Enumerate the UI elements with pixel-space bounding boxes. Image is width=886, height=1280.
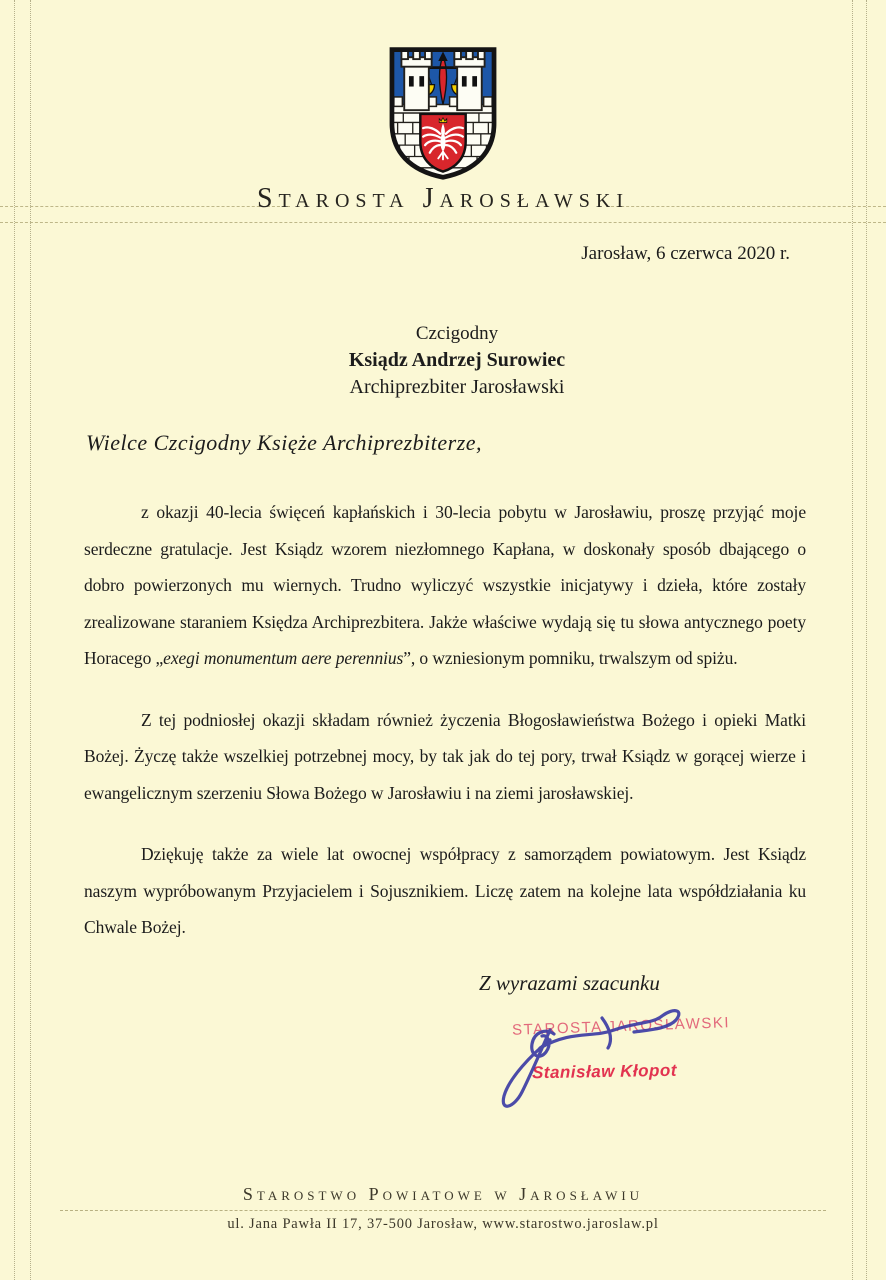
paragraph-1-tail: ”, o wzniesionym pomniku, trwalszym od spiżu.	[403, 648, 738, 668]
header-fold-line-full	[0, 222, 886, 223]
letter-body	[84, 494, 806, 1114]
addressee-name: Ksiądz Andrzej Surowiec	[348, 349, 566, 371]
salutation: Wielce Czcigodny Księże Archiprezbiterze,	[86, 430, 483, 455]
date-line: Jarosław, 6 czerwca 2020 r.	[581, 243, 790, 264]
footer-office-name: Starostwo Powiatowe w Jarosławiu	[242, 1184, 644, 1204]
jaroslaw-coat-of-arms-icon	[384, 44, 502, 182]
addressee-honorific: Czcigodny	[415, 323, 499, 344]
footer-address: ul. Jana Pawła II 17, 37-500 Jarosław, www.starostwo.jaroslaw.pl	[227, 1216, 659, 1232]
stamp-name-line: Stanisław Kłopot	[531, 1060, 678, 1082]
letterhead-title: Starosta Jarosławski	[256, 183, 629, 214]
paragraph-2: Z tej podniosłej okazji składam również życzenia Błogosławieństwa Bożego i opieki Matki Bożej. Życzę także wszelkiej potrzebnej mocy, by tak jak do tej pory, trwał Ksiądz w gorącej wierze i ewangelicznym szerzeniu Słowa Bożego w Jarosławiu i na ziemi jarosławskiej.	[84, 709, 806, 803]
addressee-block	[14, 320, 886, 401]
signature-area	[444, 1006, 774, 1114]
paragraph-3: Dziękuję także za wiele lat owocnej współpracy z samorządem powiatowym. Jest Ksiądz naszym wypróbowanym Przyjacielem i Sojusznikiem. Liczę zatem na kolejne lata współdziałania ku Chwale Bożej.	[84, 844, 806, 937]
closing-phrase: Z wyrazami szacunku	[479, 970, 660, 995]
paragraph-1-text: z okazji 40-lecia święceń kapłańskich i 30-lecia pobytu w Jarosławiu, proszę przyjąć moje serdeczne gratulacje. Jest Ksiądz wzorem niezłomnego Kapłana, w doskonały sposób dbającego o dobro powierzonych mu wiernych. Trudno wyliczyć wszystkie inicjatywy i dzieła, które zostały zrealizowane staraniem Księdza Archiprezbitera. Jakże właściwe wydają się tu słowa antycznego poety Horacego „	[84, 502, 806, 668]
addressee-role: Archiprezbiter Jarosławski	[349, 376, 565, 398]
handwritten-signature	[484, 992, 744, 1122]
latin-quote: exegi monumentum aere perennius	[163, 648, 404, 668]
footer-divider	[60, 1210, 826, 1211]
stamp-office-line: STAROSTA JAROSŁAWSKI	[511, 1013, 731, 1039]
paragraph-1	[84, 494, 806, 677]
